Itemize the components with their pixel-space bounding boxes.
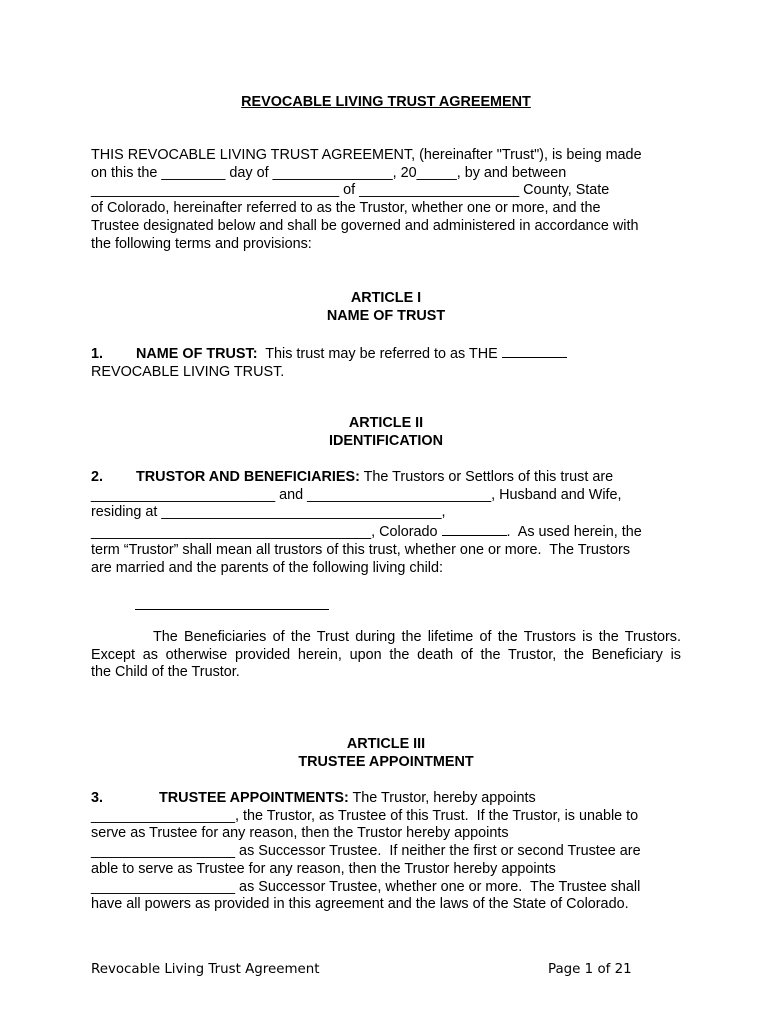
section-number: 3. (91, 790, 104, 806)
intro-line: of Colorado, hereinafter referred to as the Trustor, whether one or more, and the (91, 200, 601, 217)
document-title: REVOCABLE LIVING TRUST AGREEMENT (241, 94, 531, 110)
intro-line: THIS REVOCABLE LIVING TRUST AGREEMENT, (hereinafter "Trust"), is being made (91, 147, 642, 163)
section-text: The Trustor, hereby appoints (348, 790, 536, 806)
article-number: ARTICLE III (346, 736, 426, 752)
section-text: . As used herein, the (506, 524, 642, 541)
article-2-heading (91, 415, 681, 450)
section-text: __________________ as Successor Trustee, whether one or more. The Trustee shall (91, 878, 641, 895)
section-2 (91, 469, 681, 577)
section-label: TRUSTEE APPOINTMENTS: (159, 790, 349, 806)
section-text: ___________________________________, Colorado (91, 524, 442, 541)
paragraph-line: The Beneficiaries of the Trust during the lifetime of the Trustors is the Trustors. (91, 629, 681, 645)
intro-line: on this the ________ day of _______________, 20_____, by and between (91, 164, 567, 181)
footer-document-name: Revocable Living Trust Agreement (91, 962, 320, 977)
intro-line: Trustee designated below and shall be governed and administered in accordance with (91, 217, 639, 234)
paragraph-line: the Child of the Trustor. (91, 664, 240, 681)
section-text: __________________, the Trustor, as Trustee of this Trust. If the Trustor, is unable to (91, 807, 639, 824)
section-text: residing at ___________________________________, (91, 504, 446, 521)
section-label: TRUSTOR AND BENEFICIARIES: (136, 469, 360, 485)
section-text: _______________________ and _______________________, Husband and Wife, (91, 486, 622, 503)
section-text: REVOCABLE LIVING TRUST. (91, 363, 285, 380)
article-title: NAME OF TRUST (326, 307, 446, 324)
intro-line: the following terms and provisions: (91, 235, 312, 252)
article-number: ARTICLE I (350, 290, 422, 306)
article-1-heading (91, 290, 681, 325)
section-number: 1. (91, 346, 104, 362)
article-title: IDENTIFICATION (328, 432, 444, 449)
section-text: serve as Trustee for any reason, then the Trustor hereby appoints (91, 825, 509, 842)
blank-field (502, 344, 567, 358)
footer-page-number: Page 1 of 21 (548, 962, 632, 977)
section-text: term “Trustor” shall mean all trustors of this trust, whether one or more. The Trustors (91, 541, 631, 558)
article-3-heading (91, 736, 681, 771)
paragraph-line: Except as otherwise provided herein, upon the death of the Trustor, the Beneficiary is (91, 646, 681, 663)
article-title: TRUSTEE APPOINTMENT (298, 753, 474, 770)
child-name-line (135, 609, 329, 610)
section-text: The Trustors or Settlors of this trust are (359, 469, 614, 485)
blank-field (442, 522, 507, 536)
article-number: ARTICLE II (348, 415, 424, 431)
section-number: 2. (91, 469, 104, 485)
beneficiaries-paragraph (91, 629, 681, 682)
section-3 (91, 790, 681, 914)
section-1 (91, 344, 681, 381)
section-text: __________________ as Successor Trustee. If neither the first or second Trustee are (91, 843, 641, 860)
intro-line: _______________________________ of ____________________ County, State (91, 182, 610, 199)
section-text: This trust may be referred to as THE (257, 346, 502, 362)
section-text: are married and the parents of the following living child: (91, 559, 443, 576)
section-text: able to serve as Trustee for any reason, then the Trustor hereby appoints (91, 860, 556, 877)
intro-paragraph (91, 147, 681, 253)
section-text: have all powers as provided in this agreement and the laws of the State of Colorado. (91, 896, 629, 913)
section-label: NAME OF TRUST: (136, 346, 258, 362)
